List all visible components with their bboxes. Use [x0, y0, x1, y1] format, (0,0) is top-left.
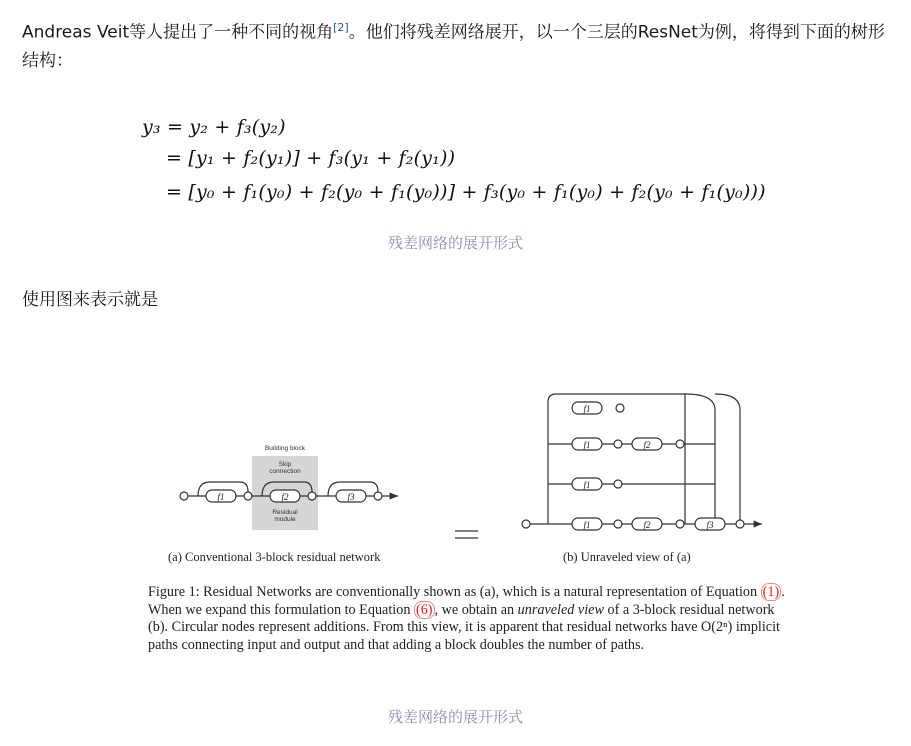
figure-caption-emphasis: unraveled view	[517, 601, 604, 618]
equation-line-3: = [y₀ + f₁(y₀) + f₂(y₀ + f₁(y₀))] + f₃(y₀ + f₁(y₀) + f₂(y₀ + f₁(y₀)))	[166, 181, 766, 203]
intro-paragraph	[22, 14, 892, 75]
node-label-b-f1-path3: f1	[583, 480, 591, 490]
equation-line-2: = [y₁ + f₂(y₁)] + f₃(y₁ + f₂(y₁))	[166, 147, 456, 169]
building-block-label: Building block	[264, 445, 306, 452]
node-label-b-f3-path4: f3	[706, 520, 714, 530]
figure-caption-part3: , we obtain an	[434, 601, 518, 618]
skip-label-1: Skip	[278, 461, 292, 468]
equation-ref-6[interactable]: (6)	[415, 601, 433, 618]
residual-label-1: Residual	[272, 509, 298, 516]
citation-link[interactable]: [2]	[333, 21, 349, 34]
node-label-a-f3: f3	[347, 492, 355, 502]
equation-caption: 残差网络的展开形式	[387, 234, 523, 252]
equation-ref-1[interactable]: (1)	[762, 584, 780, 600]
subcaption-b: (b) Unraveled view of (a)	[563, 550, 691, 564]
node-label-b-f2-path4: f2	[643, 520, 651, 530]
skip-label-2: connection	[269, 468, 301, 475]
node-label-a-f1: f1	[217, 492, 225, 502]
figure-caption-footer: 残差网络的展开形式	[387, 708, 523, 726]
equation-line-1: y₃ = y₂ + f₃(y₂)	[142, 116, 286, 138]
node-label-b-f1-path4: f1	[583, 520, 591, 530]
figure-caption	[148, 584, 788, 654]
node-label-b-f1-path2: f1	[583, 440, 591, 450]
intro-text-before: Andreas Veit等人提出了一种不同的视角	[22, 22, 334, 43]
node-label-b-f2-path2: f2	[643, 440, 651, 450]
node-label-b-f1-path1: f1	[583, 404, 591, 414]
figure-caption-part1: Figure 1: Residual Networks are conventionally shown as (a), which is a natural representation of Equation	[148, 584, 761, 600]
intro-text-after: 。他们将残差网络展开，以一个三层的ResNet为例，将得到下面的树形结构：	[22, 22, 885, 71]
resnet-figure	[140, 380, 780, 550]
paragraph-2: 使用图来表示就是	[22, 290, 158, 310]
figure-caption-part2: . When we expand this formulation to Equation	[148, 584, 785, 618]
residual-label-2: module	[274, 516, 296, 523]
node-label-a-f2: f2	[281, 492, 289, 502]
subcaption-a: (a) Conventional 3-block residual network	[168, 550, 381, 564]
figure-caption-part4: of a 3-block residual network (b). Circular nodes represent additions. From this view, it is apparent that residual networks have O(2ⁿ) implicit paths connecting input and output and that adding a block doubles the number of paths.	[148, 601, 780, 653]
